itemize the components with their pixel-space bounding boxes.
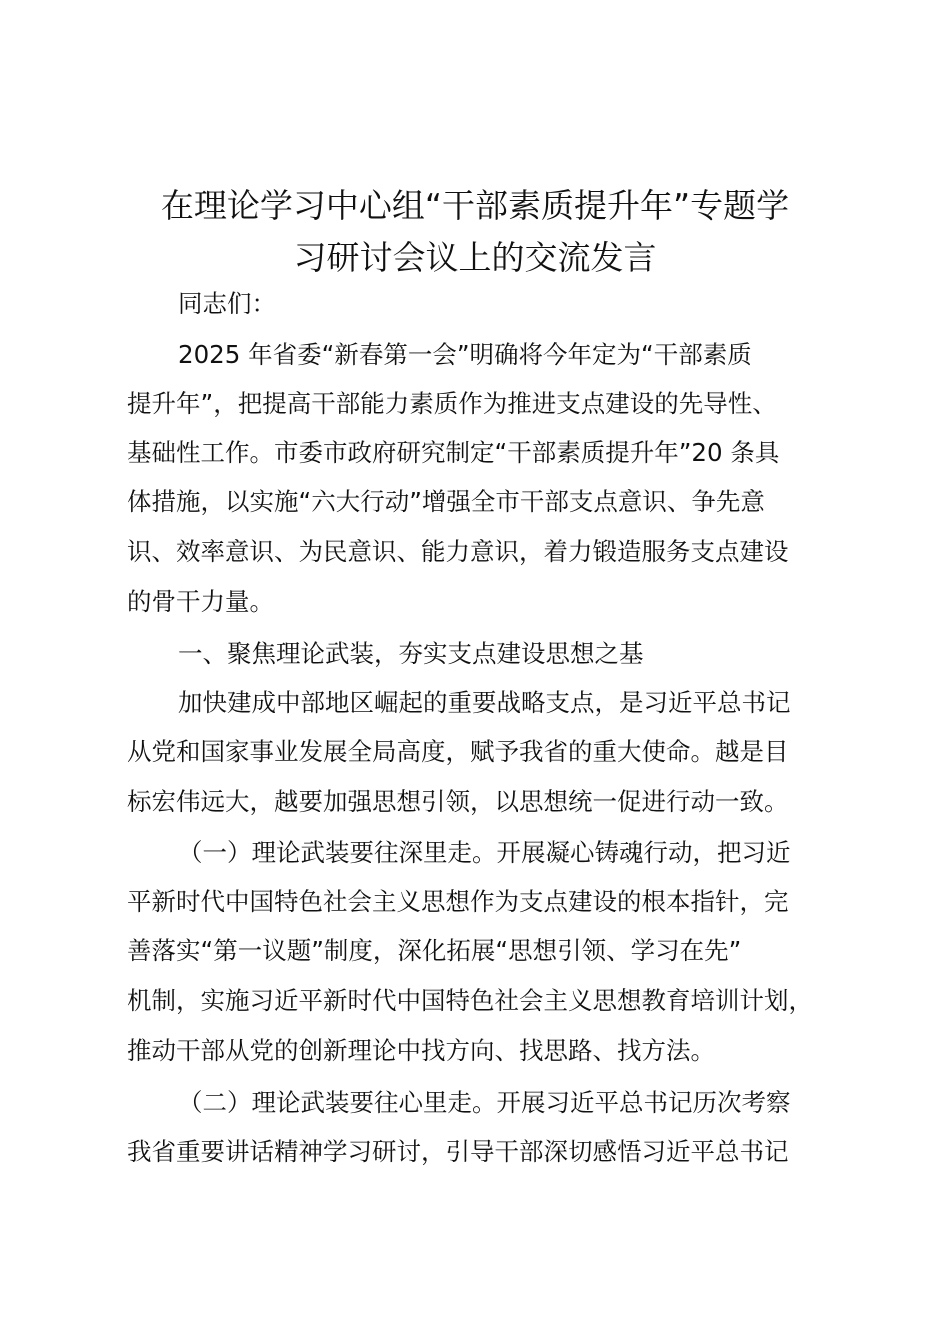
salutation: 同志们：: [178, 289, 276, 318]
paragraph-line: 2025 年省委“新春第一会”明确将今年定为“干部素质: [178, 340, 752, 369]
paragraph-line: 基础性工作。市委市政府研究制定“干部素质提升年”20 条具: [127, 438, 780, 467]
paragraph-line: 体措施，以实施“六大行动”增强全市干部支点意识、争先意: [127, 487, 765, 516]
paragraph-line: 机制，实施习近平新时代中国特色社会主义思想教育培训计划，: [127, 986, 813, 1015]
paragraph-line: 我省重要讲话精神学习研讨，引导干部深切感悟习近平总书记: [127, 1137, 789, 1166]
paragraph-line: 标宏伟远大，越要加强思想引领，以思想统一促进行动一致。: [127, 787, 789, 816]
paragraph-line: 推动干部从党的创新理论中找方向、找思路、找方法。: [127, 1036, 715, 1065]
paragraph-line: （一）理论武装要往深里走。开展凝心铸魂行动，把习近: [178, 838, 791, 867]
paragraph-line: 加快建成中部地区崛起的重要战略支点，是习近平总书记: [178, 688, 791, 717]
paragraph-line: 善落实“第一议题”制度，深化拓展“思想引领、学习在先”: [127, 936, 742, 965]
paragraph-line: 提升年”，把提高干部能力素质作为推进支点建设的先导性、: [127, 389, 777, 418]
document-title-line-1: 在理论学习中心组“干部素质提升年”专题学: [160, 186, 790, 225]
paragraph-line: 的骨干力量。: [127, 587, 274, 616]
paragraph-line: 从党和国家事业发展全局高度，赋予我省的重大使命。越是目: [127, 737, 789, 766]
document-title-line-2: 习研讨会议上的交流发言: [293, 238, 657, 277]
paragraph-line: 识、效率意识、为民意识、能力意识，着力锻造服务支点建设: [127, 537, 789, 566]
paragraph-line: （二）理论武装要往心里走。开展习近平总书记历次考察: [178, 1088, 791, 1117]
section-heading: 一、聚焦理论武装，夯实支点建设思想之基: [178, 639, 644, 668]
paragraph-line: 平新时代中国特色社会主义思想作为支点建设的根本指针，完: [127, 887, 789, 916]
